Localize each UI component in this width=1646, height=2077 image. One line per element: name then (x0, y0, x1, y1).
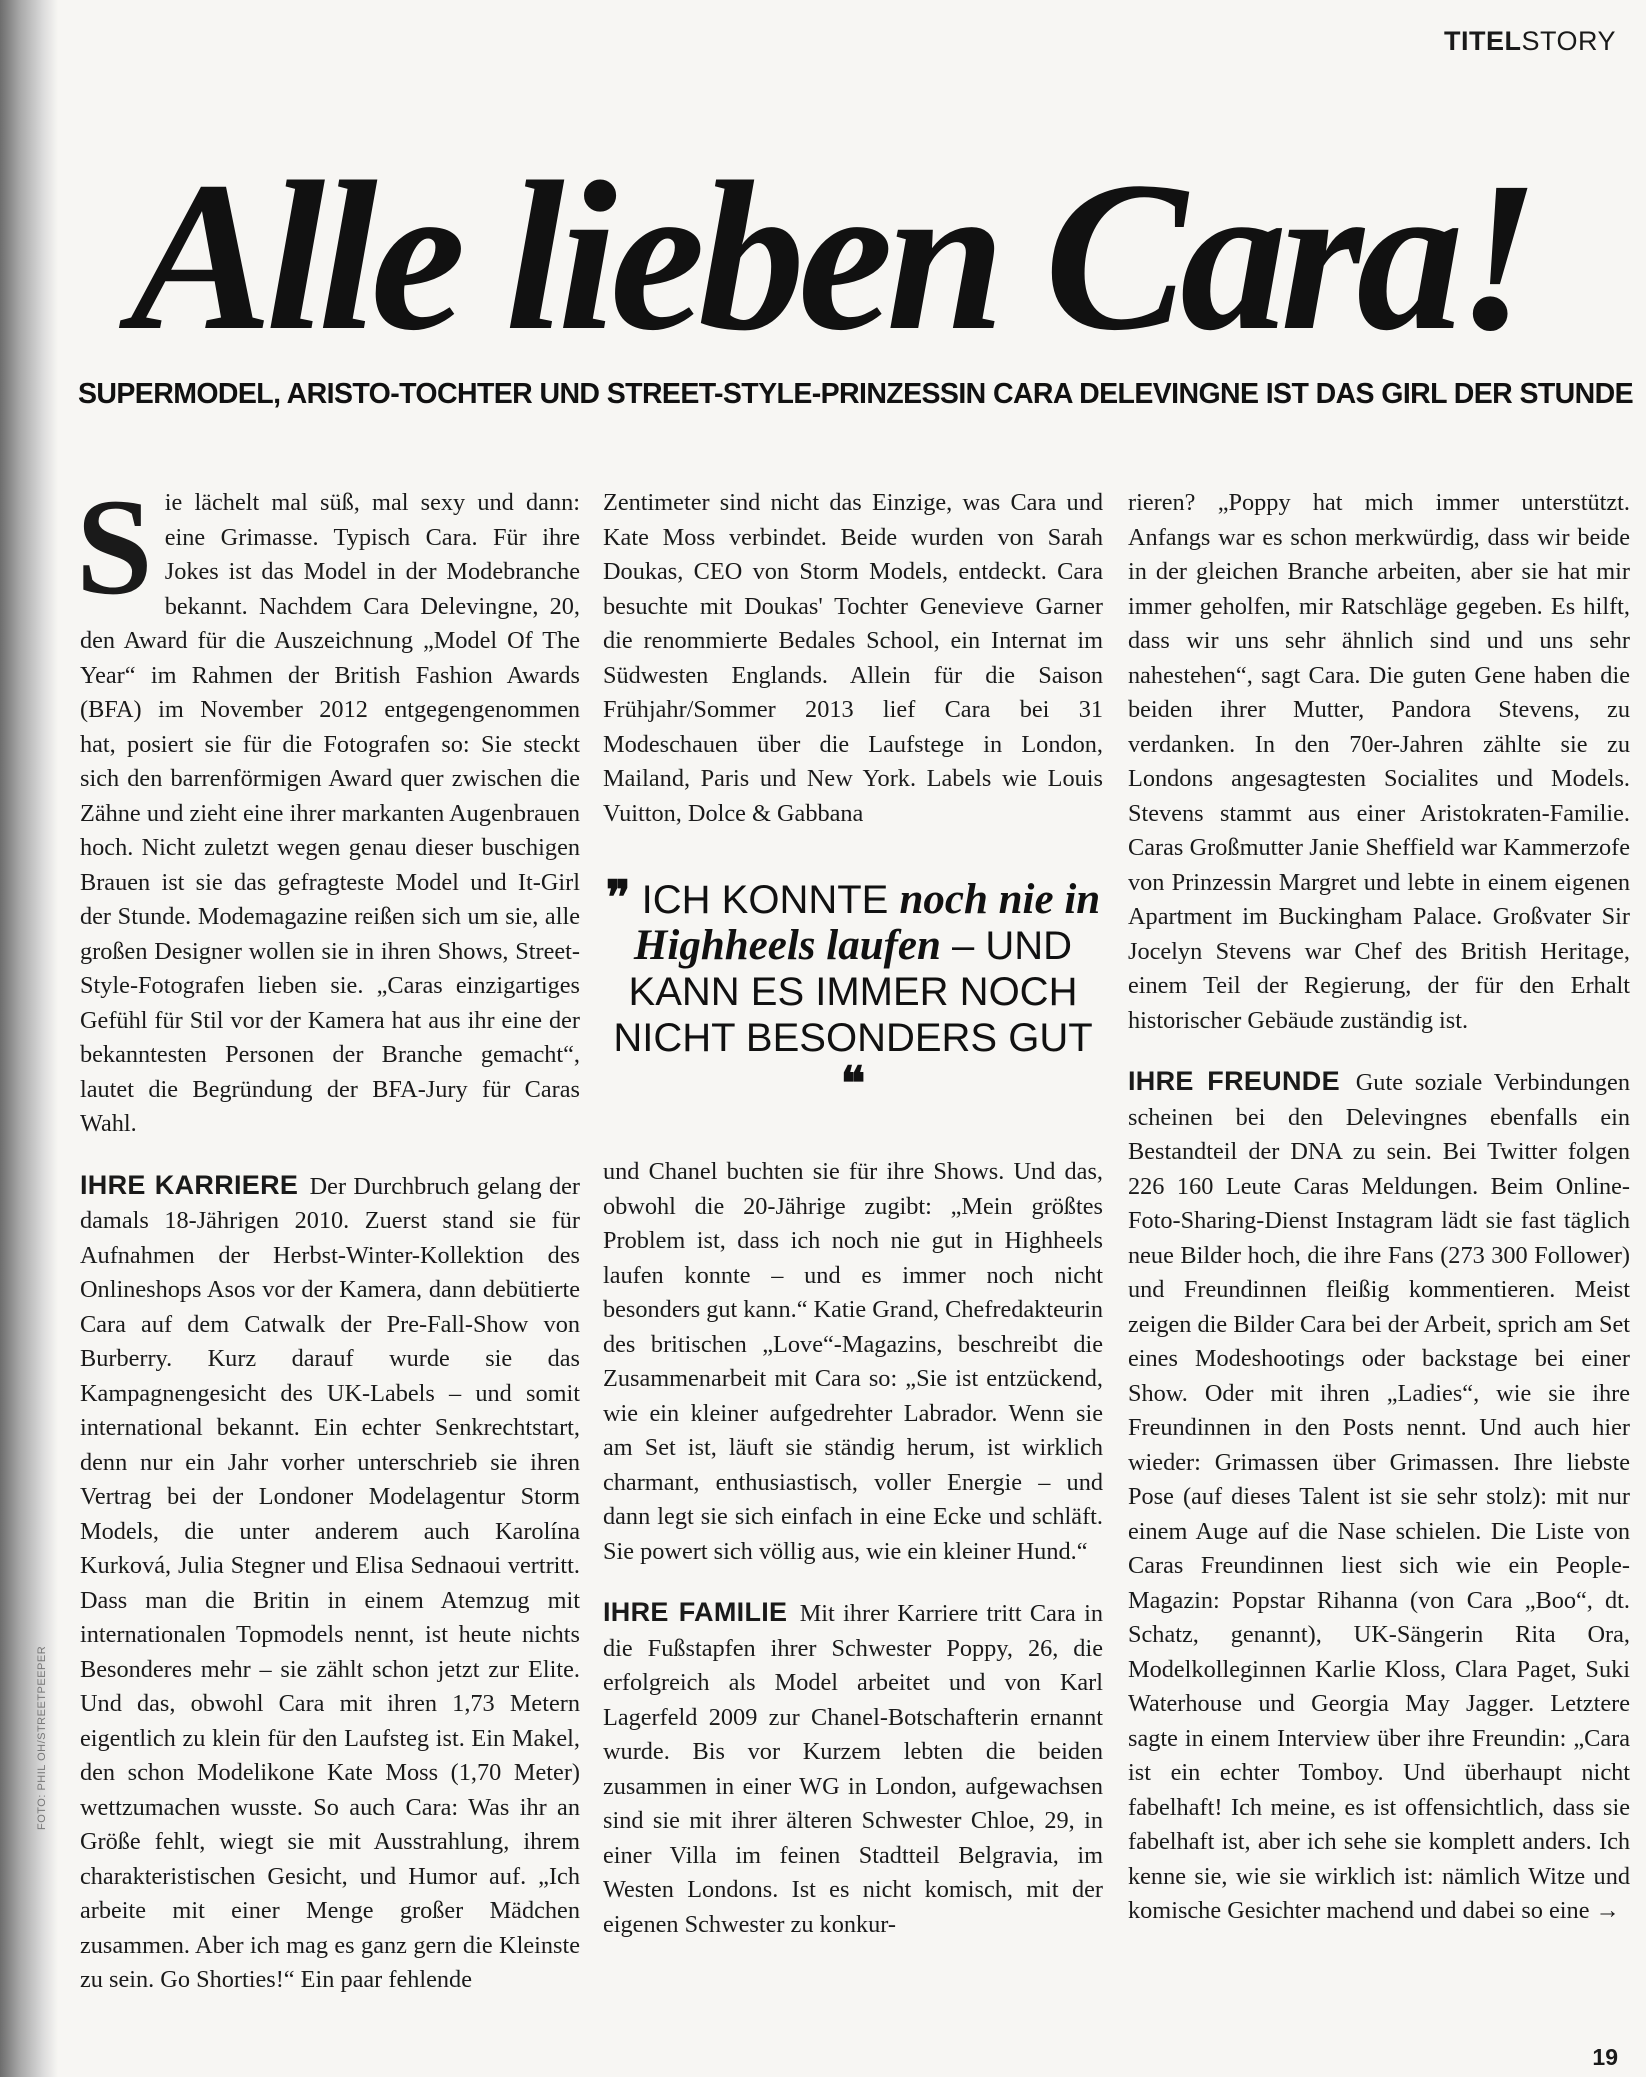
familie-text-1: Mit ihrer Karriere tritt Cara in die Fußstapfen ihrer Schwester Poppy, 26, die erfolgreich als Model arbeitet und von Karl Lagerfeld 2009 zur Chanel-Botschafterin ernannt wurde. Bis vor Kurzem lebten die beiden zusammen in einer WG in London, aufgewachsen sind sie mit ihrer älteren Schwester Chloe, 29, in einer Villa im feinen Stadtteil Belgravia, im Westen Londons. Ist es nicht komisch, mit der eigenen Schwester zu konkur- (603, 1600, 1104, 1938)
column-2 (603, 486, 1103, 1942)
quote-close-mark: ❝ (840, 1058, 866, 1109)
quote-part-2: – UND KANN ES IMMER NOCH NICHT BESONDERS GUT (613, 924, 1093, 1060)
quote-open-mark: ❞ (605, 872, 631, 923)
intro-text: ie lächelt mal süß, mal sexy und dann: eine Grimasse. Typisch Cara. Für ihre Jokes ist das Model in der Modebranche bekannt. Nachdem Cara Delevingne, 20, den Award für die Auszeichnung „Model Of The Year“ im Rahmen der British Fashion Awards (BFA) im November 2012 entgegengenommen hat, posiert sie für die Fotografen so: Sie steckt sich den barrenförmigen Award quer zwischen die Zähne und zieht eine ihrer markanten Augenbrauen hoch. Nicht zuletzt wegen genau dieser buschigen Brauen ist sie das gefragteste Model und It-Girl der Stunde. Modemagazine reißen sich um sie, alle großen Designer wollen sie in ihren Shows, Street-Style-Fotografen lieben sie. „Caras einzigartiges Gefühl für Stil vor der Kamera hat aus ihr eine der bekanntesten Personen der Branche gemacht“, lautet die Begründung der BFA-Jury für Caras Wahl. (80, 489, 580, 1137)
familie-continued: rieren? „Poppy hat mich immer unterstützt. Anfangs war es schon merkwürdig, dass wir beide in der gleichen Branche arbeiten, aber sie hat mir immer geholfen, mir Ratschläge gegeben. Es hilft, dass wir uns sehr ähnlich sind und uns sehr nahestehen“, sagt Cara. Die guten Gene haben die beiden ihrer Mutter, Pandora Stevens, zu verdanken. In den 70er-Jahren zählte sie zu Londons angesagtesten Socialites und Models. Stevens stammt aus einer Aristokraten-Familie. Caras Großmutter Janie Sheffield war Kammerzofe von Prinzessin Margret und lebte in einem eigenen Apartment im Buckingham Palace. Großvater Sir Jocelyn Stevens war Chef des British Heritage, einem Teil der Regierung, der für den Erhalt historischer Gebäude zuständig ist. (1128, 489, 1630, 1034)
column-1 (76, 470, 581, 1998)
karriere-paragraph (80, 1168, 580, 1998)
freunde-paragraph (1128, 1064, 1630, 1929)
page-number: 19 (1592, 2044, 1618, 2070)
section-tag (1444, 26, 1616, 57)
karriere-text-1: Der Durchbruch gelang der damals 18-Jährigen 2010. Zuerst stand sie für Aufnahmen der Herbst-Winter-Kollektion des Onlineshops Asos vor der Kamera, dann debütierte Cara auf dem Catwalk der Pre-Fall-Show von Burberry. Kurz darauf wurde sie das Kampagnengesicht des UK-Labels – und somit international bekannt. Ein echter Senkrechtstart, denn nur ein Jahr vorher unterschrieb sie ihren Vertrag bei der Londoner Modelagentur Storm Models, die unter anderem auch Karolína Kurková, Julia Stegner und Elisa Sednaoui vertritt. Dass man die Britin in einem Atemzug mit internationalen Topmodels nennt, ist heute nichts Besonderes mehr – sie zählt schon jetzt zur Elite. Und das, obwohl Cara mit ihren 1,73 Metern eigentlich zu klein für den Laufsteg ist. Ein Makel, den schon Modelikone Kate Moss (1,70 Meter) wettzumachen wusste. So auch Cara: Was ihr an Größe fehlt, wiegt sie mit Ausstrahlung, ihrem charakteristischen Gesicht, und Humor auf. „Ich arbeite mit einer Menge großer Mädchen zusammen. Aber ich mag es ganz gern die Kleinste zu sein. Go Shorties!“ Ein paar fehlende (80, 1172, 581, 1993)
subline: SUPERMODEL, ARISTO-TOCHTER UND STREET-STYLE-PRINZESSIN CARA DELEVINGNE IST DAS GIRL DER STUNDE (78, 378, 1634, 410)
section-tag-bold: TITEL (1443, 26, 1522, 56)
photo-credit: FOTO: PHIL OH/STREETPEEPER (36, 1645, 48, 1830)
drop-cap: S (76, 470, 153, 623)
freunde-text: Gute soziale Verbindungen scheinen bei den Delevingnes ebenfalls ein Bestandteil der DNA zu sein. Bei Twitter folgen 226 160 Leute Caras Meldungen. Beim Online-Foto-Sharing-Dienst Instagram lädt sie fast täglich neue Bilder hoch, die ihre Fans (273 300 Follower) und Freundinnen fleißig kommentieren. Meist zeigen die Bilder Cara bei der Arbeit, sprich am Set eines Modeshootings oder backstage bei einer Show. Oder mit ihren „Ladies“, wie sie ihre Freundinnen in den Posts nennt. Und auch hier wieder: Grimassen über Grimassen. Ihre liebste Pose (auf dieses Talent ist sie sehr stolz): mit nur einem Auge auf die Nase schielen. Die Liste von Caras Freundinnen liest sich wie ein People-Magazin: Popstar Rihanna (von Cara „Boo“, dt. Schatz, genannt), UK-Sängerin Rita Ora, Modelkolleginnen Karlie Kloss, Clara Paget, Suki Waterhouse und Georgia May Jagger. Letztere sagte in einem Interview über ihre Freundin: „Cara ist ein echter Tomboy. Und überhaupt nicht fabelhaft! Ich meine, es ist offensichtlich, dass sie fabelhaft ist, aber ich sehe sie komplett anders. Ich kenne sie, wie sie wirklich ist: nämlich Witze und komische Gesichter machend und dabei so eine → (1128, 1069, 1630, 1924)
familie-paragraph (603, 1595, 1103, 1942)
column-3 (1128, 486, 1630, 1929)
quote-part-1: ICH KONNTE (641, 878, 900, 922)
quote-emphasis: noch nie in Highheels laufen (633, 876, 1101, 969)
pull-quote (603, 872, 1103, 1109)
page-binding-shadow (0, 0, 58, 2077)
section-tag-light: STORY (1521, 26, 1616, 56)
karriere-heading: IHRE KARRIERE (80, 1169, 299, 1200)
karriere-overflow: Zentimeter sind nicht das Einzige, was Cara und Kate Moss verbindet. Beide wurden von Sarah Doukas, CEO von Storm Models, entdeckt. Cara besuchte mit Doukas' Tochter Genevieve Garner die renommierte Bedales School, ein Internat im Südwesten Englands. Allein für die Saison Frühjahr/Sommer 2013 lief Cara bei 31 Modeschauen über die Laufstege in London, Mailand, Paris und New York. Labels wie Louis Vuitton, Dolce & Gabbana (603, 489, 1103, 827)
karriere-continued: und Chanel buchten sie für ihre Shows. Und das, obwohl die 20-Jährige zugibt: „Mein größtes Problem ist, dass ich noch nie gut in Highheels laufen konnte – und es immer noch nicht besonders gut kann.“ Katie Grand, Chefredakteurin des britischen „Love“-Magazins, beschreibt die Zusammenarbeit mit Cara so: „Sie ist entzückend, wie ein kleiner aufgedrehter Labrador. Wenn sie am Set ist, läuft sie ständig herum, ist wirklich charmant, enthusiastisch, voller Energie – und dann legt sie sich einfach in eine Ecke und schläft. Sie powert sich völlig aus, wie ein kleiner Hund.“ (603, 1158, 1103, 1565)
intro-paragraph (76, 470, 580, 1142)
headline: Alle lieben Cara! (130, 138, 1533, 375)
freunde-heading: IHRE FREUNDE (1128, 1066, 1340, 1096)
familie-heading: IHRE FAMILIE (603, 1597, 788, 1627)
